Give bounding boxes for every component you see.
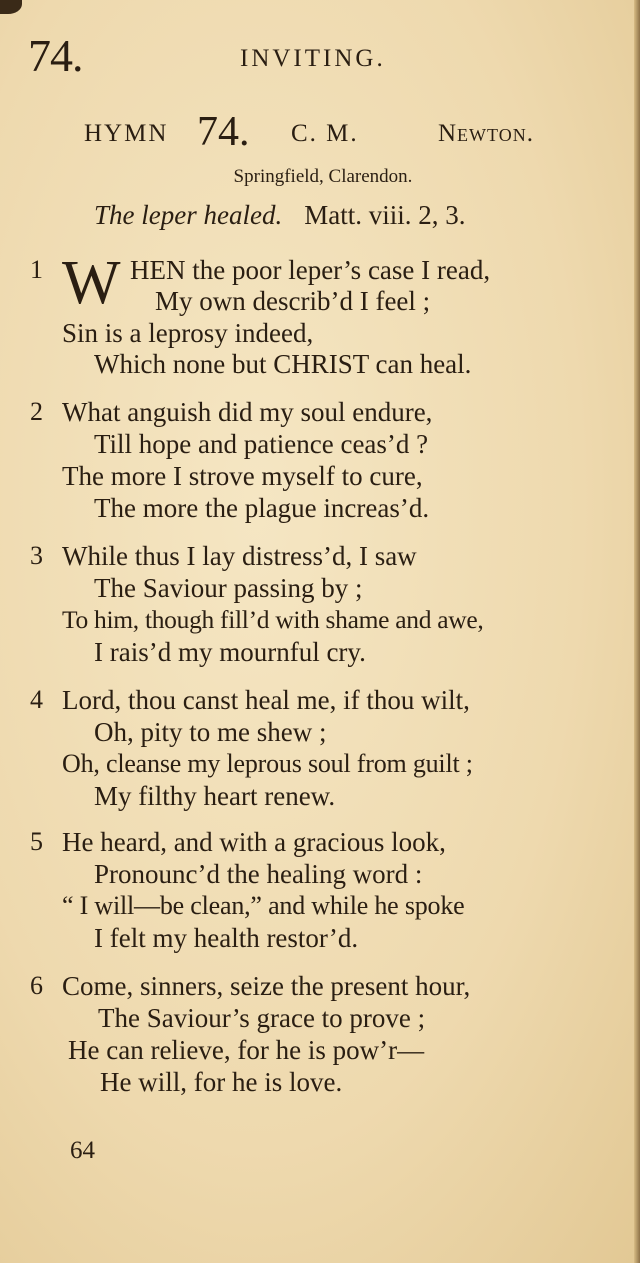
page-number: 64 bbox=[70, 1137, 95, 1164]
verse-line: Lord, thou canst heal me, if thou wilt, bbox=[62, 685, 470, 715]
hymn-label: HYMN bbox=[84, 120, 169, 147]
verse-line: While thus I lay distress’d, I saw bbox=[62, 541, 417, 571]
stanza-number: 5 bbox=[30, 827, 43, 856]
verse-line: I felt my health restor’d. bbox=[94, 923, 359, 953]
verse-line: My own describ’d I feel ; bbox=[155, 286, 431, 316]
verse-line: Pronounc’d the healing word : bbox=[94, 859, 423, 889]
verse-line: He can relieve, for he is pow’r— bbox=[68, 1035, 425, 1065]
verse-line: Oh, pity to me shew ; bbox=[94, 717, 327, 747]
verse-line: HEN the poor leper’s case I read, bbox=[130, 255, 491, 285]
verse-line: “ I will—be clean,” and while he spoke bbox=[62, 891, 465, 920]
hymn-subject bbox=[94, 200, 465, 231]
verse-line: Till hope and patience ceas’d ? bbox=[94, 429, 429, 459]
stanza-number: 4 bbox=[30, 685, 43, 714]
drop-cap: W bbox=[62, 249, 121, 317]
verse-line: Which none but CHRIST can heal. bbox=[94, 349, 472, 379]
stanza-number: 6 bbox=[30, 971, 43, 1000]
hymn-meter: C. M. bbox=[291, 120, 359, 147]
verse-line: To him, though fill’d with shame and awe, bbox=[62, 605, 484, 634]
stanza-number: 2 bbox=[30, 397, 43, 426]
verse-line: He heard, and with a gracious look, bbox=[62, 827, 446, 857]
verse-line: The Saviour’s grace to prove ; bbox=[98, 1003, 426, 1033]
running-head-hymn-number: 74. bbox=[28, 30, 83, 81]
running-head-title: INVITING. bbox=[240, 45, 386, 72]
verse-line: Oh, cleanse my leprous soul from guilt ; bbox=[62, 749, 473, 778]
verse-line: The Saviour passing by ; bbox=[94, 573, 363, 603]
verse-line: What anguish did my soul endure, bbox=[62, 397, 433, 427]
ink-corner-mark bbox=[0, 0, 22, 14]
scripture-reference: Matt. viii. 2, 3. bbox=[304, 200, 466, 230]
tune-names: Springfield, Clarendon. bbox=[233, 166, 413, 187]
hymn-header bbox=[0, 108, 640, 156]
stanza-number: 1 bbox=[30, 255, 43, 284]
verse-line: My filthy heart renew. bbox=[94, 781, 336, 811]
subject-title: The leper healed. bbox=[94, 200, 283, 230]
hymn-number: 74. bbox=[197, 109, 250, 155]
verse-line: Sin is a leprosy indeed, bbox=[62, 318, 314, 348]
verse-line: Come, sinners, seize the present hour, bbox=[62, 971, 471, 1001]
hymn-author: Newton. bbox=[438, 120, 534, 147]
verse-line: He will, for he is love. bbox=[100, 1067, 343, 1097]
verse-line: The more the plague increas’d. bbox=[94, 493, 430, 523]
verse-line: I rais’d my mournful cry. bbox=[94, 637, 366, 667]
running-head bbox=[0, 28, 640, 84]
verse-line: The more I strove myself to cure, bbox=[62, 461, 423, 491]
stanza-number: 3 bbox=[30, 541, 43, 570]
page-edge bbox=[634, 0, 640, 1263]
